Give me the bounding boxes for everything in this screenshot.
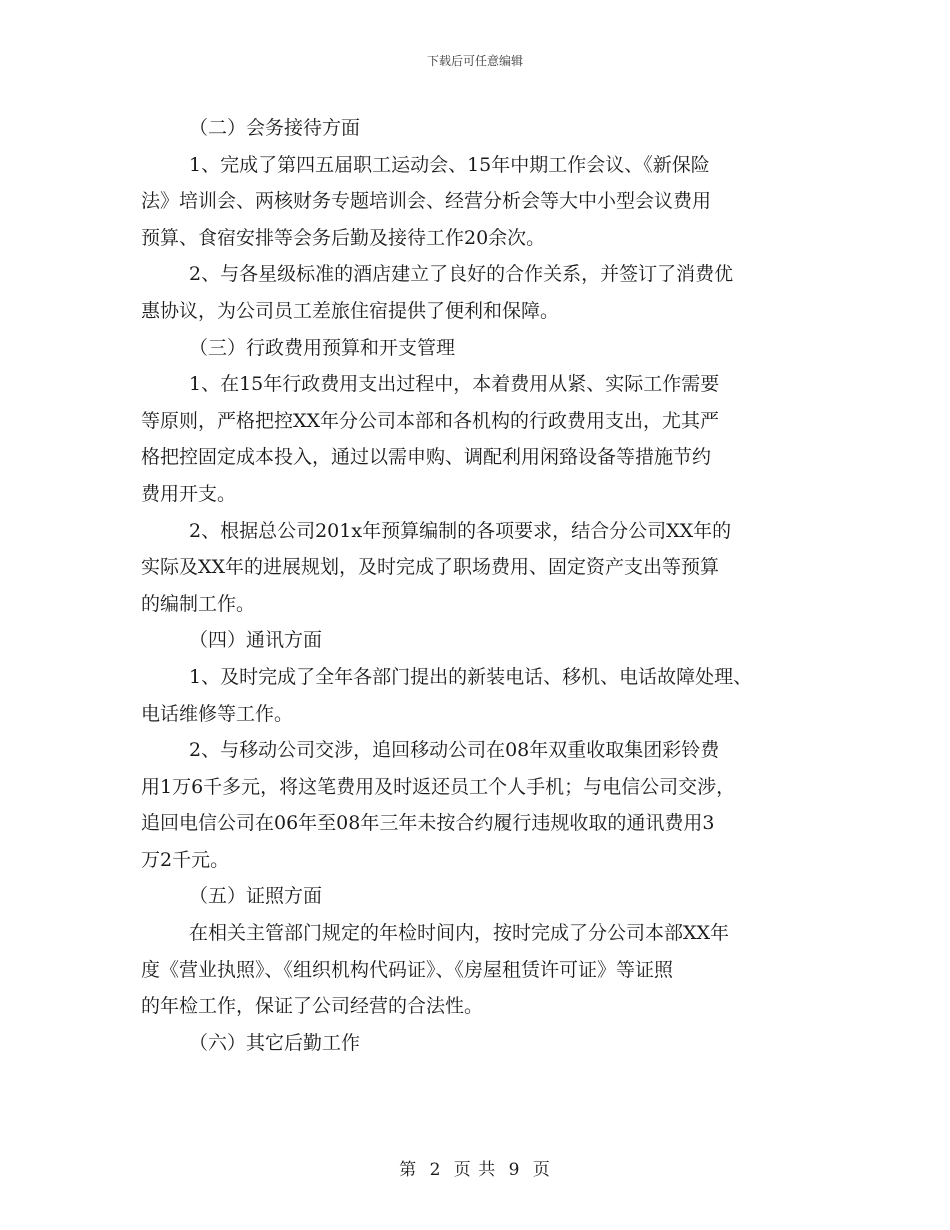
paragraph-line: 法》培训会、两核财务专题培训会、经营分析会等大中小型会议费用 [141, 190, 712, 213]
footer-mid: 页 共 [453, 1160, 497, 1180]
paragraph-line: 1、在15年行政费用支出过程中，本着费用从紧、实际工作需要 [189, 373, 720, 396]
footer-suffix: 页 [532, 1160, 551, 1180]
paragraph-line: 2、与移动公司交涉，追回移动公司在08年双重收取集团彩铃费 [189, 739, 720, 762]
page-footer [0, 1155, 950, 1180]
paragraph-line: 度《营业执照》、《组织机构代码证》、《房屋租赁许可证》等证照 [141, 958, 674, 981]
paragraph-line: 费用开支。 [141, 482, 237, 505]
paragraph-line: 电话维修等工作。 [141, 702, 294, 725]
paragraph-line: 的编制工作。 [141, 592, 256, 615]
paragraph-line: 2、根据总公司201x年预算编制的各项要求，结合分公司XX年的 [189, 519, 732, 542]
paragraph-line: 追回电信公司在06年至08年三年未按合约履行违规收取的通讯费用3 [141, 812, 715, 835]
section-heading: （六）其它后勤工作 [189, 1031, 361, 1054]
paragraph-line: 万2千元。 [141, 848, 230, 871]
section-heading: （二）会务接待方面 [189, 117, 361, 139]
section-heading: （三）行政费用预算和开支管理 [189, 336, 456, 359]
paragraph-line: 等原则，严格把控XX年分公司本部和各机构的行政费用支出，尤其严 [141, 409, 720, 432]
paragraph-line: 惠协议，为公司员工差旅住宿提供了便利和保障。 [141, 299, 560, 322]
paragraph-line: 的年检工作，保证了公司经营的合法性。 [141, 995, 484, 1018]
header-text: 下载后可任意编辑 [426, 54, 523, 68]
paragraph-line: 在相关主管部门规定的年检时间内，按时完成了分公司本部XX年 [189, 922, 730, 945]
paragraph-line: 实际及XX年的进展规划，及时完成了职场费用、固定资产支出等预算 [141, 556, 720, 579]
paragraph-line: 用1万6千多元，将这笔费用及时返还员工个人手机；与电信公司交涉， [141, 775, 736, 798]
paragraph-line: 1、完成了第四五届职工运动会、15年中期工作会议、《新保险 [189, 153, 710, 176]
footer-total-pages: 9 [508, 1160, 521, 1180]
document-body [141, 110, 811, 1061]
paragraph-line: 格把控固定成本投入，通过以需申购、调配利用闲臵设备等措施节约 [141, 446, 712, 469]
section-heading: （五）证照方面 [189, 885, 323, 908]
paragraph-line: 预算、食宿安排等会务后勤及接待工作20余次。 [141, 226, 546, 249]
paragraph-line: 1、及时完成了全年各部门提出的新装电话、移机、电话故障处理、 [189, 665, 753, 688]
page-header [0, 52, 950, 69]
footer-page-number: 2 [429, 1160, 442, 1180]
section-heading: （四）通讯方面 [189, 629, 323, 652]
footer-prefix: 第 [399, 1160, 418, 1180]
paragraph-line: 2、与各星级标准的酒店建立了良好的合作关系，并签订了消费优 [189, 263, 734, 286]
